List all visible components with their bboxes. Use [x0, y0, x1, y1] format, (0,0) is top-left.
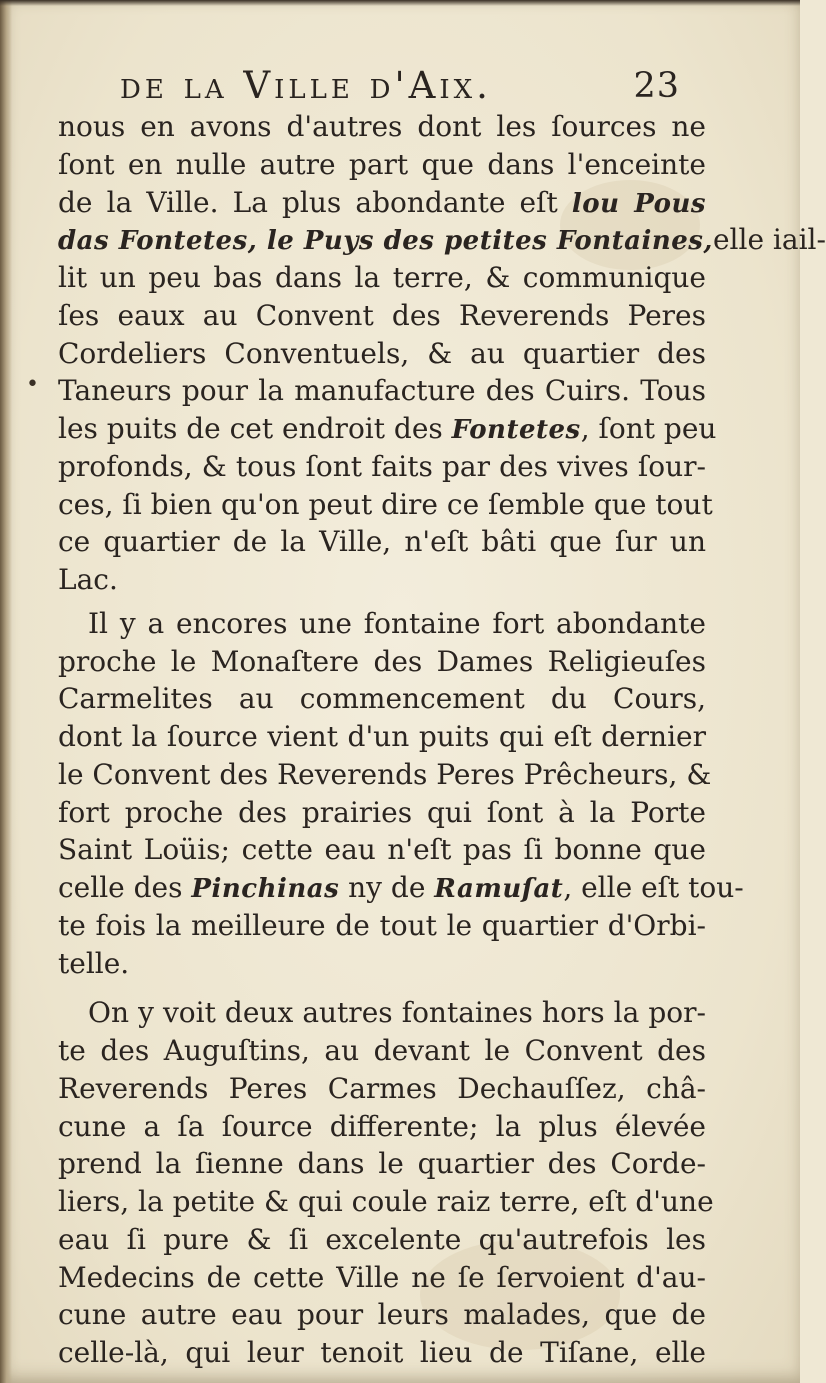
text-line	[58, 1221, 706, 1259]
text-line	[58, 1070, 706, 1108]
text-segment: ces, ſi bien qu'on peut dire ce ſemble que tout	[58, 487, 713, 521]
text-line	[58, 372, 706, 410]
text-line	[58, 335, 706, 373]
text-segment: de la Ville. La plus abondante eſt	[58, 185, 572, 219]
text-line	[58, 1334, 706, 1372]
text-line	[58, 486, 713, 524]
text-line	[58, 259, 706, 297]
paragraph	[58, 108, 826, 599]
text-segment: celle-là, qui leur tenoit lieu de Tiſane, elle	[58, 1336, 706, 1369]
italic-text: Ramuſat	[434, 874, 564, 904]
text-segment: lit un peu bas dans la terre, & communique	[58, 261, 706, 294]
text-segment: ſont en nulle autre part que dans l'enceinte	[58, 147, 706, 181]
text-line	[58, 108, 706, 146]
text-line	[58, 221, 826, 259]
text-segment: Cordeliers Conventuels, & au quartier des	[58, 336, 706, 370]
text-segment: Taneurs pour la manufacture des Cuirs. Tous	[58, 374, 706, 408]
text-segment: te fois la meilleure de tout le quartier d'Orbi-	[58, 908, 706, 942]
text-line	[58, 831, 706, 869]
text-line	[58, 1108, 706, 1146]
text-segment: Carmelites au commencement du Cours,	[58, 682, 706, 716]
text-segment: liers, la petite & qui coule raiz terre, eſt d'une	[58, 1185, 714, 1218]
text-line	[58, 756, 712, 794]
page-gutter-shadow	[0, 0, 12, 1383]
text-line	[58, 1183, 714, 1221]
italic-text: lou Pous	[571, 188, 706, 219]
text-segment: telle.	[58, 946, 130, 980]
text-line	[58, 410, 717, 448]
running-head	[120, 62, 680, 110]
text-line	[58, 561, 706, 599]
text-segment: prend la ſienne dans le quartier des Corde-	[58, 1147, 706, 1181]
text-segment: Il y a encores une fontaine fort abondante	[88, 606, 706, 640]
text-segment: Saint Loüis; cette eau n'eſt pas ſi bonne que	[58, 833, 706, 867]
text-segment: dont la ſource vient d'un puits qui eſt dernier	[58, 720, 706, 753]
text-line	[58, 297, 706, 335]
italic-text: Fontetes	[451, 415, 581, 445]
italic-text: Pinchinas	[191, 874, 340, 904]
text-line	[58, 523, 706, 561]
text-segment: , elle eſt tou-	[563, 871, 744, 904]
text-line	[58, 1296, 706, 1334]
margin-mark: •	[26, 372, 39, 397]
text-segment: te des Auguſtins, au devant le Convent des	[58, 1034, 706, 1067]
text-segment: ce quartier de la Ville, n'eſt bâti que ſur un	[58, 525, 706, 559]
text-line	[58, 1259, 706, 1297]
text-segment: nous en avons d'autres dont les ſources ne	[58, 110, 706, 143]
text-line	[58, 643, 706, 681]
text-line	[58, 794, 706, 832]
text-line	[58, 184, 706, 222]
text-line	[58, 448, 706, 486]
paragraph	[58, 605, 744, 983]
text-line	[58, 994, 706, 1032]
text-segment: celle des	[58, 871, 192, 904]
italic-text: das Fontetes, le Puys des petites Fontaines,	[58, 226, 713, 257]
paragraph	[58, 994, 714, 1372]
text-line	[58, 680, 706, 718]
text-segment: cune a ſa ſource differente; la plus élevée	[58, 1109, 706, 1143]
text-line	[58, 1032, 706, 1070]
text-segment: Medecins de cette Ville ne ſe ſervoient d'au-	[58, 1260, 706, 1294]
text-line	[58, 146, 706, 184]
body-text	[58, 108, 826, 1372]
page-number: 23	[633, 66, 680, 106]
text-segment: ſes eaux au Convent des Reverends Peres	[58, 298, 706, 332]
text-segment: les puits de cet endroit des	[58, 412, 452, 445]
text-line	[58, 605, 706, 643]
text-segment: elle iail-	[712, 223, 826, 257]
text-segment: profonds, & tous ſont faits par des vives ſour-	[58, 449, 706, 483]
text-segment: le Convent des Reverends Peres Prêcheurs, &	[58, 757, 712, 791]
text-segment: , ſont peu	[580, 412, 717, 445]
text-line	[58, 718, 706, 756]
text-line	[58, 907, 706, 945]
text-segment: Lac.	[58, 563, 118, 596]
text-line	[58, 1145, 706, 1183]
text-segment: ny de	[339, 871, 435, 904]
text-segment: fort proche des prairies qui ſont à la Porte	[58, 795, 706, 829]
page-top-edge	[0, 0, 800, 6]
text-segment: eau ſi pure & ſi excelente qu'autrefois les	[58, 1222, 706, 1256]
text-segment: cune autre eau pour leurs malades, que de	[58, 1298, 706, 1332]
text-segment: Reverends Peres Carmes Dechauſſez, châ-	[58, 1071, 706, 1105]
text-segment: proche le Monaſtere des Dames Religieuſes	[58, 644, 706, 678]
running-title: de la Ville d'Aix.	[120, 64, 492, 107]
text-segment: On y voit deux autres fontaines hors la por-	[88, 996, 706, 1030]
text-line	[58, 869, 744, 907]
text-line	[58, 945, 706, 983]
